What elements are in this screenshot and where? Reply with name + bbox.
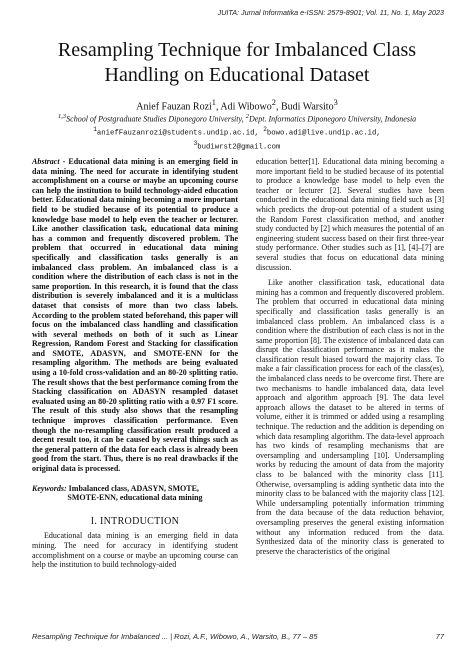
body-paragraph-1: education better[1]. Educational data mining becoming a more important field to be studied because of its potential to produce a knowledge base model to help even the teacher or lecturer [2]. Several studies have been conducted in the educational data mining field such as [3] which predicts the drop-out potential of a student using the Random Forest classification method, and another study conducted by [2] which measures the potential of an engineering student success based on their first three-year study performance. Other studies such as [1], [4]–[7] are several studies that focus on educational data mining discussion. <box>256 157 444 272</box>
affiliation-2: Dept. Informatics Diponegoro University, Indonesia <box>248 114 417 124</box>
abstract-label: Abstract <box>32 157 60 166</box>
author-1: Anief Fauzan Rozi <box>136 101 212 113</box>
email-2: bowo.adi@live.undip.ac.id, <box>266 129 381 138</box>
author-separator: , <box>215 101 221 113</box>
author-separator: , <box>275 101 281 113</box>
abstract <box>32 157 238 474</box>
title-line-1: Resampling Technique for Imbalanced Class <box>57 39 417 61</box>
email-1: aniefFauzanrozi@students.undip.ac.id, <box>96 129 264 138</box>
email-line-1 <box>30 125 444 139</box>
abstract-text: - Educational data mining is an emerging field in data mining. The need for accurate in identifying student accomplishment on a course or maybe an upcoming course can help the institution to build technology-aided education better. Educational data mining becoming a more important field to be studied because of its potential to produce a knowledge base model to help even the teacher or lecturer. Like another classification task, educational data mining has a common and frequently discovered problem. The problem that occurred in educational data mining specifically and classification tasks generally is an imbalanced class problem. An imbalanced class is a condition where the distribution of each class is not in the same proportion. In this research, it is found that the class distribution is severely imbalanced and it is a multiclass dataset that consists of more than two class labels. According to the problem stated beforehand, this paper will focus on the imbalanced class handling and classification with several methods on both of it such as Linear Regression, Random Forest and Stacking for classification and SMOTE, ADASYN, and SMOTE-ENN for the resampling algorithm. The methods are being evaluated using a 10-fold cross-validation and an 80-20 splitting ratio. The result shows that the best performance coming from the Stacking classification on ADASYN resampled dataset evaluated using an 80-20 splitting ratio with a 0.97 F1 score. The result of this study also shows that the resampling technique improves classification performance. Even though the no-resampling classification result produced a decent result too, it can be caused by several things such as the general pattern of the data for each class is already been good from the start. Thus, there is no real drawbacks if the original data is processed. <box>32 157 238 473</box>
keywords <box>32 484 238 503</box>
intro-paragraph-1: Educational data mining is an emerging field in data mining. The need for accuracy in identifying student accomplishment on a course or maybe an upcoming course can help the institution to build technology-aided <box>32 531 238 570</box>
keywords-label: Keywords: <box>32 483 67 493</box>
right-column <box>256 157 444 556</box>
author-3-affil: 3 <box>333 98 338 107</box>
affiliation-sup: 2 <box>245 113 249 120</box>
email-sup: 2 <box>263 126 267 133</box>
body-paragraph-2: Like another classification task, educational data mining has a common and frequently discovered problem. The problem that occurred in educational data mining specifically and classification tasks generally is an imbalanced class problem. An imbalanced class is a condition where the distribution of each class is not in the same proportion [8]. The existence of imbalanced data can disrupt the classification performance as it makes the classification result biased toward the majority class. To make a fair classification process for each of the class(es), the imbalanced class needs to be overcome first. There are two mechanisms to handle imbalanced data, data level approach and algorithm approach [9]. The data level approach allows the dataset to be altered in terms of volume, either it is trimmed or added using a resampling technique. The reduction and the addition is depending on which data resampling algorithm. The data-level approach has two kinds of resampling mechanisms that are oversampling and undersampling [10]. Undersampling works by reducing the amount of data from the majority class to be balanced with the minority class [11]. Otherwise, oversampling is adding synthetic data into the minority class to be balanced with the majority class [12]. While undersampling potentially information trimming from the data because of the data reduction behavior, oversampling preserves the general existing information without any information reduced from the data. Synthesized data of the minority class is generated to preserve the characteristics of the original <box>256 278 444 556</box>
author-2-affil: 2 <box>271 98 276 107</box>
email-sup: 3 <box>193 139 198 147</box>
paper-title <box>30 38 444 88</box>
keywords-line-2: SMOTE-ENN, educational data mining <box>67 493 203 503</box>
author-list <box>30 97 444 113</box>
author-2: Adi Wibowo <box>220 101 272 113</box>
left-column <box>32 157 238 570</box>
journal-header: JUITA: Jurnal Informatika e-ISSN: 2579-8901; Vol. 11, No. 1, May 2023 <box>217 8 444 17</box>
author-emails <box>30 125 444 152</box>
email-line-2 <box>30 139 444 153</box>
page-footer <box>32 632 444 641</box>
title-line-2: Handling on Educational Dataset <box>104 64 370 86</box>
author-1-affil: 1 <box>211 98 216 107</box>
affiliation-1: School of Postgraduate Studies Diponegoro University, <box>66 114 246 124</box>
email-3: budiwrst2@gmail.com <box>197 143 281 152</box>
keywords-line-1: Imbalanced class, ADASYN, SMOTE, <box>66 483 199 493</box>
footer-citation: Resampling Technique for Imbalanced ... | Rozi, A.F., Wibowo, A., Warsito, B., 77 – 85 <box>32 632 318 641</box>
affiliation <box>20 112 454 125</box>
section-heading-introduction: I. INTRODUCTION <box>90 515 180 527</box>
author-3: Budi Warsito <box>280 101 334 113</box>
affiliation-sup: 1,3 <box>57 113 67 120</box>
page-number: 77 <box>435 632 444 641</box>
email-sup: 1 <box>93 126 97 133</box>
